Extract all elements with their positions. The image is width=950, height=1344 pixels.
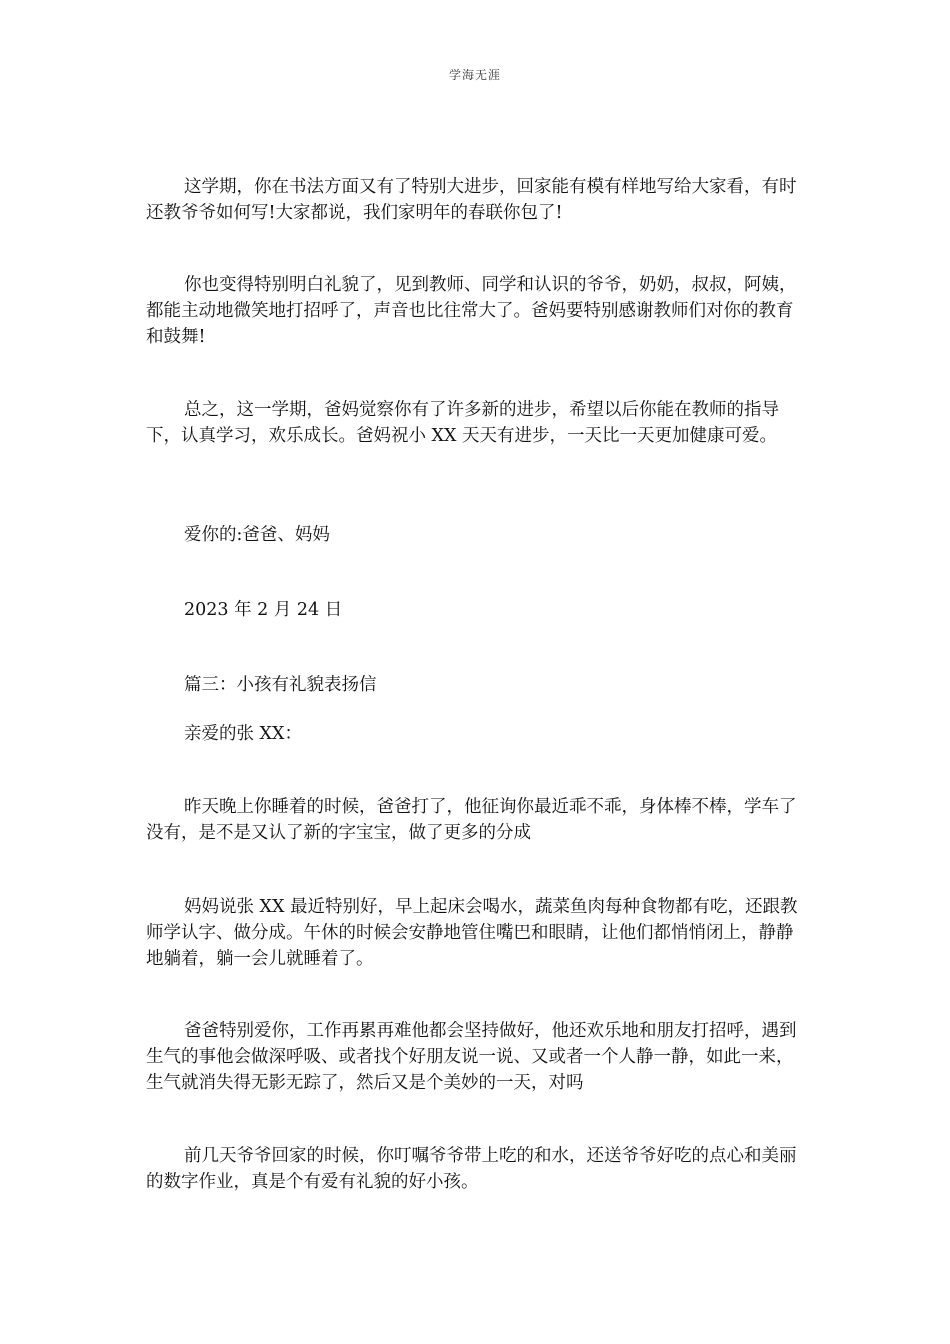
paragraph-politeness: 你也变得特别明白礼貌了，见到教师、同学和认识的爷爷，奶奶，叔叔，阿姨，都能主动地微笑地打招呼了，声音也比往常大了。爸妈要特别感谢教师们对你的教育和鼓舞! — [146, 275, 797, 347]
section-title: 篇三：小孩有礼貌表扬信 — [184, 675, 377, 695]
paragraph-dad-loves-you: 爸爸特别爱你，工作再累再难他都会坚持做好，他还欢乐地和朋友打招呼，遇到生气的事他会做深呼吸、或者找个好朋友说一说、又或者一个人静一静，如此一来，生气就消失得无影无踪了，然后又是个美妙的一天，对吗 — [146, 1021, 797, 1093]
paragraph-summary: 总之，这一学期，爸妈觉察你有了许多新的进步，希望以后你能在教师的指导下，认真学习，欢乐成长。爸妈祝小 XX 天天有进步，一天比一天更加健康可爱。 — [146, 400, 779, 446]
paragraph-phone-call: 昨天晚上你睡着的时候，爸爸打了，他征询你最近乖不乖，身体棒不棒，学车了没有，是不是又认了新的字宝宝，做了更多的分成 — [146, 797, 797, 843]
paragraph-calligraphy: 这学期，你在书法方面又有了特别大进步，回家能有模有样地写给大家看，有时还教爷爷如何写!大家都说，我们家明年的春联你包了! — [146, 177, 797, 223]
date-line: 2023 年 2 月 24 日 — [184, 600, 343, 620]
paragraph-mom-says: 妈妈说张 XX 最近特别好，早上起床会喝水，蔬菜鱼肉每种食物都有吃，还跟教师学认字、做分成。午休的时候会安静地管住嘴巴和眼睛，让他们都悄悄闭上，静静地躺着，躺一会儿就睡着了。 — [146, 897, 798, 969]
page-header: 学海无涯 — [448, 68, 501, 82]
signature-line: 爱你的:爸爸、妈妈 — [184, 525, 330, 545]
salutation: 亲爱的张 XX： — [184, 724, 302, 744]
paragraph-grandpa: 前几天爷爷回家的时候，你叮嘱爷爷带上吃的和水，还送爷爷好吃的点心和美丽的数字作业，真是个有爱有礼貌的好小孩。 — [146, 1146, 797, 1192]
